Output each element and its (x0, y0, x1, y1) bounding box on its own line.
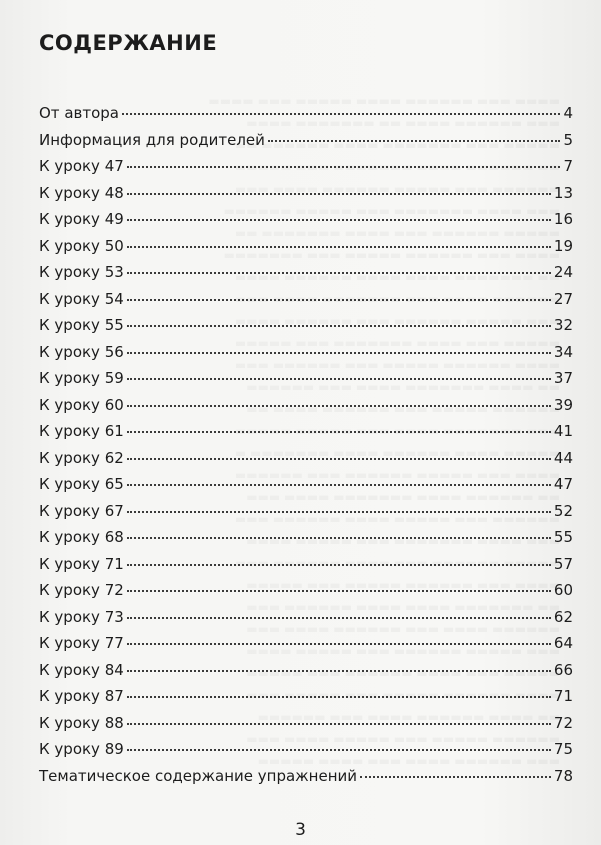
toc-entry-page: 39 (553, 395, 573, 414)
toc-entry-page: 32 (553, 316, 573, 334)
toc-entry (39, 633, 573, 660)
toc-entry-label: К уроку 77 (39, 634, 124, 652)
toc-entry (39, 236, 573, 263)
toc-entry-label: К уроку 67 (39, 501, 124, 520)
toc-entry-page: 37 (553, 369, 573, 387)
dot-leader (127, 458, 551, 460)
dot-leader (127, 749, 551, 751)
dot-leader (127, 193, 551, 195)
toc-entry-page: 75 (553, 740, 573, 758)
toc-entry-page: 72 (553, 713, 573, 732)
toc-entry (39, 368, 573, 395)
toc-entry-label: К уроку 71 (39, 554, 124, 573)
toc-entry-page: 47 (553, 475, 573, 493)
toc-entry-page: 16 (553, 210, 573, 228)
dot-leader (127, 643, 551, 645)
toc-entry-page: 19 (553, 236, 573, 255)
toc-entry-label: Информация для родителей (39, 130, 265, 149)
toc-entry (39, 686, 573, 713)
dot-leader (127, 431, 551, 433)
dot-leader (127, 564, 551, 566)
toc-entry (39, 554, 573, 581)
toc-entry (39, 766, 573, 793)
toc-entry-page: 64 (553, 634, 573, 652)
toc-entry (39, 262, 573, 289)
toc-entry (39, 607, 573, 634)
toc-entry-page: 5 (563, 130, 573, 149)
toc-entry (39, 660, 573, 687)
toc-entry (39, 315, 573, 342)
toc-entry-page: 41 (553, 422, 573, 440)
toc-entry-page: 44 (553, 448, 573, 467)
dot-leader (127, 272, 551, 274)
toc-entry (39, 103, 573, 130)
dot-leader (127, 511, 551, 513)
dot-leader (127, 723, 551, 725)
toc-entry-label: К уроку 50 (39, 236, 124, 255)
toc-entry-label: К уроку 48 (39, 183, 124, 202)
table-of-contents (39, 103, 573, 792)
dot-leader (127, 617, 551, 619)
toc-entry-label: Тематическое содержание упражнений (39, 766, 358, 785)
toc-entry-page: 60 (553, 581, 573, 599)
toc-entry-page: 62 (553, 607, 573, 626)
dot-leader (127, 670, 551, 672)
toc-entry-page: 34 (553, 342, 573, 361)
toc-entry-page: 4 (563, 104, 573, 122)
toc-entry (39, 527, 573, 554)
dot-leader (268, 140, 561, 142)
dot-leader (122, 113, 560, 115)
toc-entry (39, 739, 573, 766)
toc-entry-label: К уроку 65 (39, 475, 124, 493)
toc-entry-label: К уроку 55 (39, 316, 124, 334)
toc-entry-label: К уроку 49 (39, 210, 124, 228)
toc-entry (39, 156, 573, 183)
toc-entry-page: 7 (563, 157, 573, 175)
toc-entry (39, 448, 573, 475)
toc-entry (39, 501, 573, 528)
dot-leader (127, 299, 551, 301)
dot-leader (127, 246, 551, 248)
toc-entry (39, 130, 573, 157)
page-title: СОДЕРЖАНИЕ (39, 31, 218, 55)
toc-entry-label: К уроку 62 (39, 448, 124, 467)
toc-entry-label: К уроку 61 (39, 422, 124, 440)
dot-leader (127, 166, 561, 168)
toc-entry-label: К уроку 87 (39, 687, 124, 705)
toc-entry-label: К уроку 54 (39, 289, 124, 308)
toc-entry-label: От автора (39, 104, 119, 122)
toc-entry-label: К уроку 56 (39, 342, 124, 361)
dot-leader (127, 352, 551, 354)
toc-entry-label: К уроку 73 (39, 607, 124, 626)
dot-leader (127, 378, 551, 380)
page-number: 3 (295, 820, 306, 840)
toc-entry-page: 78 (553, 766, 573, 785)
dot-leader (127, 219, 551, 221)
toc-entry (39, 421, 573, 448)
toc-entry (39, 580, 573, 607)
toc-entry-label: К уроку 68 (39, 528, 124, 546)
toc-entry (39, 713, 573, 740)
toc-entry-label: К уроку 84 (39, 660, 124, 679)
toc-entry-label: К уроку 47 (39, 157, 124, 175)
toc-entry-page: 71 (553, 687, 573, 705)
toc-entry-page: 55 (553, 528, 573, 546)
dot-leader (127, 325, 551, 327)
toc-entry-label: К уроку 89 (39, 740, 124, 758)
toc-entry (39, 209, 573, 236)
toc-entry-label: К уроку 88 (39, 713, 124, 732)
toc-entry-page: 52 (553, 501, 573, 520)
toc-entry-label: К уроку 60 (39, 395, 124, 414)
toc-entry-page: 13 (553, 183, 573, 202)
toc-entry (39, 474, 573, 501)
toc-entry-page: 57 (553, 554, 573, 573)
dot-leader (127, 484, 551, 486)
toc-entry-page: 66 (553, 660, 573, 679)
toc-entry (39, 183, 573, 210)
toc-entry-page: 27 (553, 289, 573, 308)
toc-entry-page: 24 (553, 263, 573, 281)
toc-entry-label: К уроку 72 (39, 581, 124, 599)
dot-leader (127, 590, 551, 592)
toc-entry (39, 289, 573, 316)
toc-entry (39, 395, 573, 422)
dot-leader (127, 537, 551, 539)
dot-leader (127, 696, 551, 698)
dot-leader (127, 405, 551, 407)
toc-entry (39, 342, 573, 369)
toc-entry-label: К уроку 59 (39, 369, 124, 387)
dot-leader (360, 776, 551, 778)
toc-entry-label: К уроку 53 (39, 263, 124, 281)
